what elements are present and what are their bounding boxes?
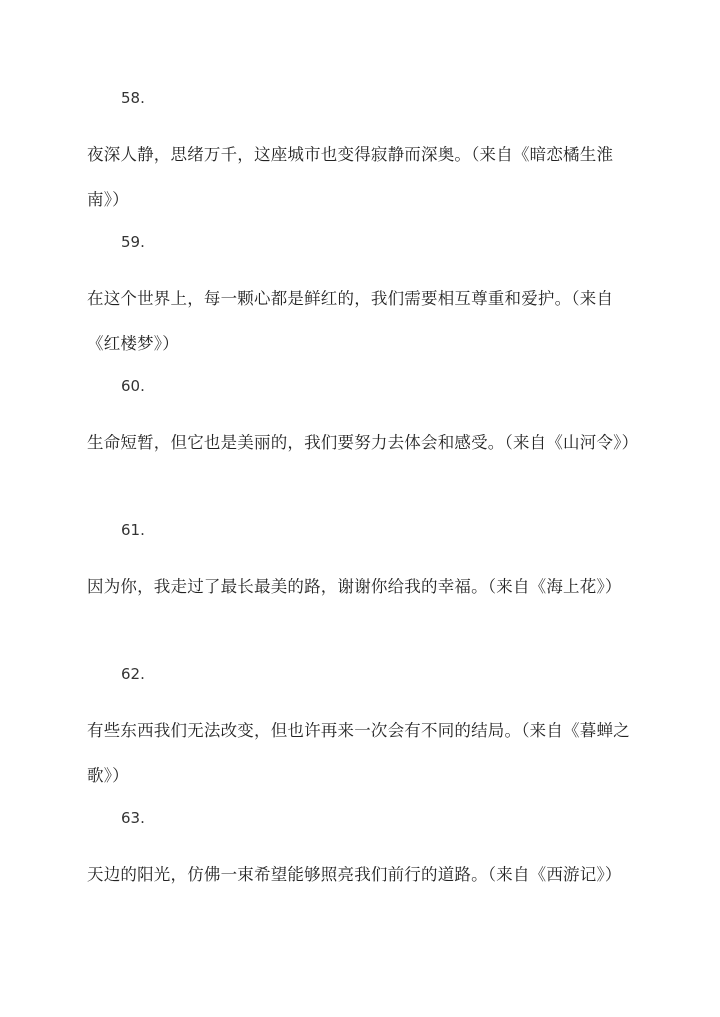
entry-number: 61.	[121, 521, 145, 539]
entry-number: 60.	[121, 377, 145, 395]
entry-text: 有些东西我们无法改变，但也许再来一次会有不同的结局。（来自《暮蝉之歌》）	[87, 721, 630, 785]
entry-text: 天边的阳光，仿佛一束希望能够照亮我们前行的道路。（来自《西游记》）	[87, 865, 622, 884]
entry-text: 在这个世界上，每一颗心都是鲜红的，我们需要相互尊重和爱护。（来自《红楼梦》）	[87, 289, 614, 353]
quote-entry-60	[87, 376, 642, 465]
entry-number: 58.	[121, 89, 145, 107]
entry-text: 夜深人静，思绪万千，这座城市也变得寂静而深奥。（来自《暗恋橘生淮南》）	[87, 145, 614, 209]
quote-entry-61	[87, 520, 642, 609]
quote-entry-58	[87, 88, 642, 222]
quote-entry-59	[87, 232, 642, 366]
entry-number: 63.	[121, 809, 145, 827]
entry-number: 62.	[121, 665, 145, 683]
quote-entry-62	[87, 664, 642, 798]
entry-text: 生命短暂，但它也是美丽的，我们要努力去体会和感受。（来自《山河令》）	[87, 433, 639, 452]
entry-number: 59.	[121, 233, 145, 251]
quote-entry-63	[87, 808, 642, 897]
entry-text: 因为你，我走过了最长最美的路，谢谢你给我的幸福。（来自《海上花》）	[87, 577, 622, 596]
